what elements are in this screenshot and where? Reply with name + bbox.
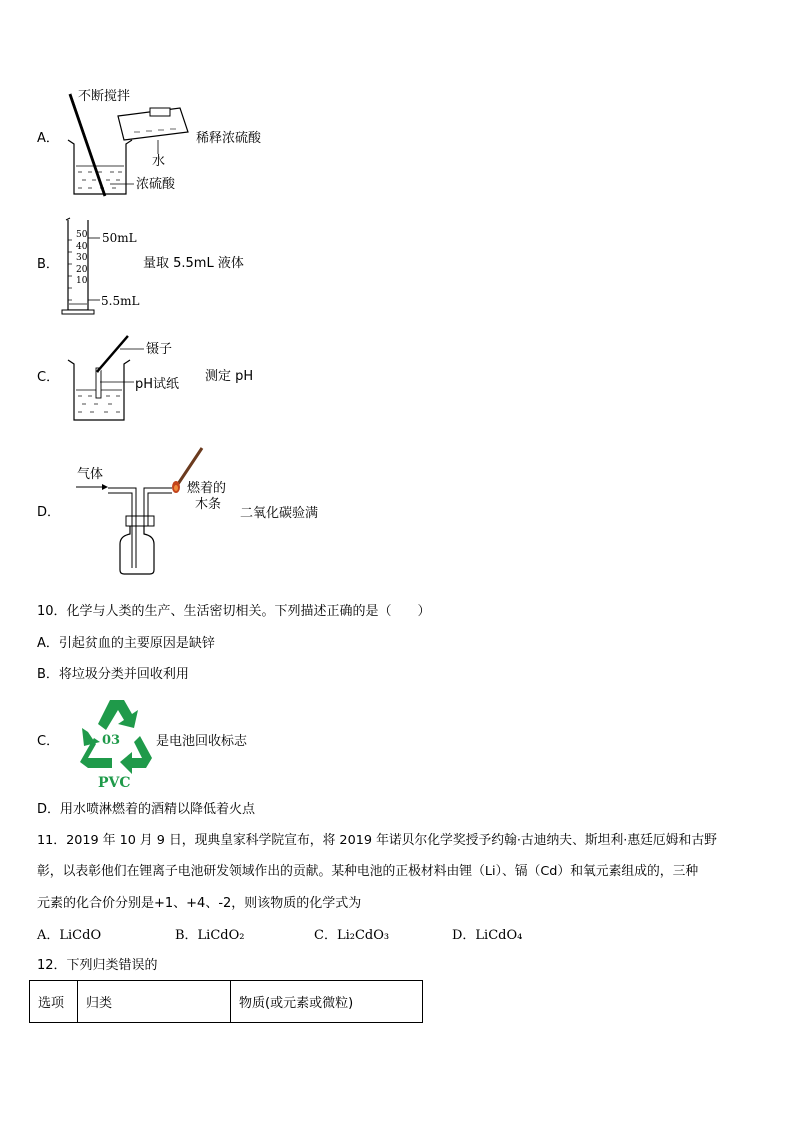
q10-option-c-letter: C． [37,734,60,749]
q11-option-b: B．LiCdO₂ [175,928,245,943]
label-gas: 气体 [77,467,104,482]
label-water: 水 [152,154,166,169]
label-ph-measure: 测定 pH [205,369,254,384]
scale-50: 50 [76,230,88,240]
scale-30: 30 [76,253,88,264]
table-header-row [30,981,423,1023]
co2-bottle-illustration [70,420,210,580]
label-burning: 燃着的 [187,481,227,496]
option-c-letter: C． [37,370,60,385]
header-category: 归类 [78,981,231,1023]
scale-20: 20 [76,264,88,275]
header-substance: 物质(或元素或微粒) [231,981,423,1023]
q10-option-d: D．用水喷淋燃着的酒精以降低着火点 [37,802,256,817]
q10-option-c-text: 是电池回收标志 [156,734,248,749]
q10-option-a: A．引起贫血的主要原因是缺锌 [37,636,215,651]
cylinder-scale [76,230,87,288]
option-b-letter: B． [37,257,59,272]
label-dilute-acid: 稀释浓硫酸 [196,131,262,146]
option-d-letter: D． [37,505,61,520]
label-conc-acid: 浓硫酸 [136,177,176,192]
option-a-letter: A． [37,131,59,146]
q11-line2: 彰，以表彰他们在锂离子电池研发领域作出的贡献。某种电池的正极材料由锂（Li）、镉（Cd）和氧元素组成的，三种 [37,864,699,879]
q11-line3: 元素的化合价分别是+1、+4、-2，则该物质的化学式为 [37,896,362,911]
label-5-5ml: 5.5mL [101,294,140,308]
label-stick: 木条 [195,497,222,512]
header-option: 选项 [30,981,78,1023]
scale-40: 40 [76,241,88,252]
label-50ml: 50mL [102,231,137,245]
label-stir: 不断搅拌 [78,89,131,104]
label-tweezers: 镊子 [146,342,173,357]
logo-number: 03 [102,733,121,748]
scale-10: 10 [76,276,88,287]
classification-table [29,980,423,1023]
logo-pvc: PVC [98,775,131,791]
q11-line1: 11．2019 年 10 月 9 日，现典皇家科学院宣布，将 2019 年诺贝尔化学奖授予约翰·古迪纳夫、斯坦利·惠廷厄姆和古野 [37,833,717,848]
q12-stem: 12．下列归类错误的 [37,958,158,973]
q11-option-c: C．Li₂CdO₃ [314,928,390,943]
label-ph-paper: pH试纸 [135,377,180,392]
q10-stem: 10．化学与人类的生产、生活密切相关。下列描述正确的是（ ） [37,604,431,619]
q11-option-d: D．LiCdO₄ [452,928,523,943]
q11-option-a: A．LiCdO [37,928,102,943]
q10-option-b: B．将垃圾分类并回收利用 [37,667,189,682]
label-measure: 量取 5.5mL 液体 [143,256,244,271]
label-co2-test: 二氧化碳验满 [240,506,319,521]
